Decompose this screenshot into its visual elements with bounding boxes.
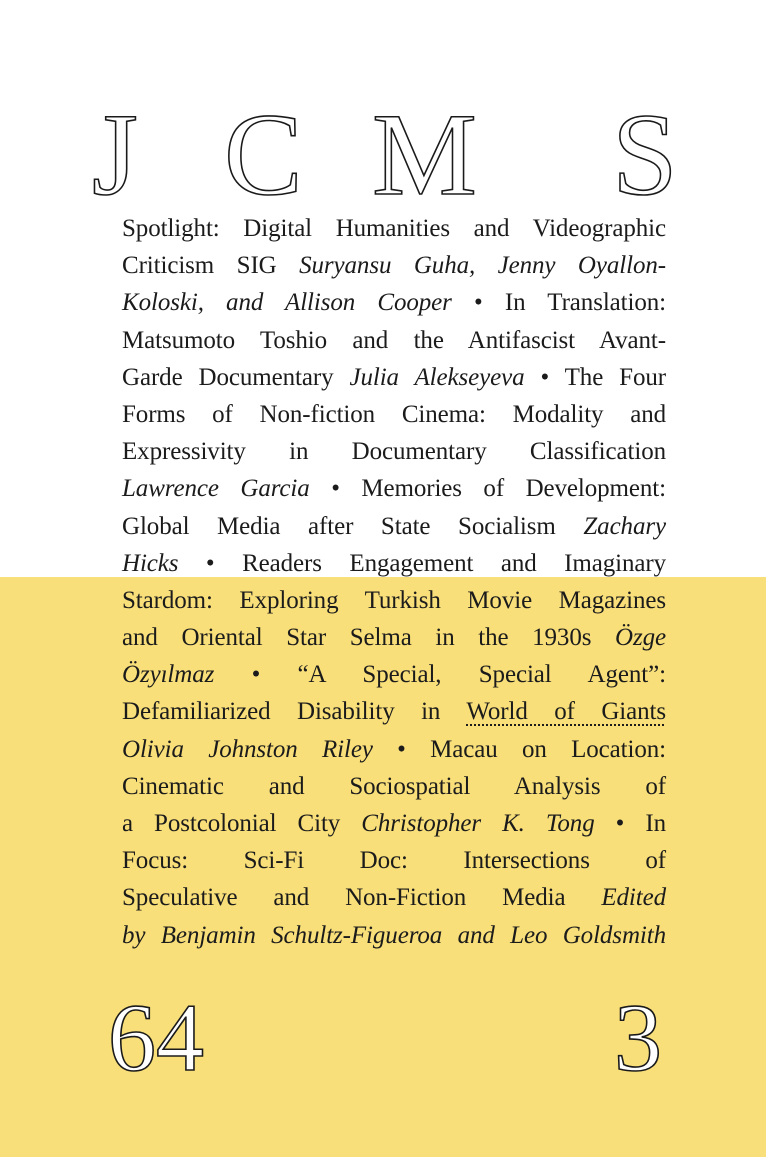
article-title-text: Expressivity in Documentary Classification [122,438,666,466]
contents-line [122,470,666,507]
author-name: Zachary [583,512,666,540]
contents-line [122,210,666,247]
author-name: Hicks [122,549,179,577]
article-title-text: • The Four [524,363,666,391]
masthead-letter-c: C [224,89,303,220]
article-title-text: Garde Documentary [122,363,350,391]
article-title-text: and Oriental Star Selma in the 1930s [122,624,616,652]
article-title-text: Criticism SIG [122,252,300,280]
author-name: Özyılmaz [122,661,215,689]
author-name: Özge [615,624,666,652]
contents-line [122,545,666,582]
article-title-text: Focus: Sci-Fi Doc: Intersections of [122,847,666,875]
issue-number: 3 [614,984,662,1091]
contents-line [122,693,666,730]
masthead-letter-j: J [92,89,138,220]
contents-line [122,731,666,768]
contents-line [122,917,666,954]
article-title-text: • Macau on Location: [372,735,666,763]
article-title-text: Speculative and Non-Fiction Media [122,884,602,912]
contents-line [122,508,666,545]
contents-line [122,284,666,321]
contents-line [122,805,666,842]
contents-line [122,322,666,359]
contents-line [122,359,666,396]
article-title-text: Matsumoto Toshio and the Antifascist Avant- [122,326,666,354]
article-title-text: Spotlight: Digital Humanities and Videographic [122,215,666,242]
author-name: Suryansu Guha, Jenny Oyallon- [299,252,666,280]
contents-line [122,396,666,433]
underlined-title: World of Giants [466,698,666,726]
author-name: Edited [601,884,666,912]
article-title-text: Stardom: Exploring Turkish Movie Magazines [122,586,666,614]
article-title-text: Global Media after State Socialism [122,512,584,540]
contents-line [122,656,666,693]
article-title-text: • “A Special, Special Agent”: [214,661,666,689]
author-name: Olivia Johnston Riley [122,735,373,763]
table-of-contents [122,210,666,954]
article-title-text: • In Translation: [451,289,667,317]
masthead-letter-s: S [612,89,678,220]
article-title-text: Cinematic and Sociospatial Analysis of [122,772,666,800]
contents-line [122,768,666,805]
masthead-letter-m: M [372,89,477,220]
contents-line [122,247,666,284]
article-title-text: Forms of Non-fiction Cinema: Modality and [122,400,666,428]
contents-line [122,619,666,656]
contents-line [122,433,666,470]
author-name: Christopher K. Tong [361,810,595,837]
article-title-text: a Postcolonial City [122,810,362,837]
article-title-text: • Memories of Development: [309,475,666,503]
author-name: Julia Alekseyeva [349,363,525,391]
author-name: Koloski, and Allison Cooper [122,289,452,317]
article-title-text: • In [594,810,667,837]
contents-line [122,879,666,916]
article-title-text: • Readers Engagement and Imaginary [178,549,666,577]
author-name: Lawrence Garcia [122,475,310,503]
contents-line [122,582,666,619]
volume-number: 64 [108,984,204,1091]
author-name: by Benjamin Schultz-Figueroa and Leo Goldsmith [122,921,666,949]
article-title-text: Defamiliarized Disability in [122,698,467,726]
contents-line [122,842,666,879]
